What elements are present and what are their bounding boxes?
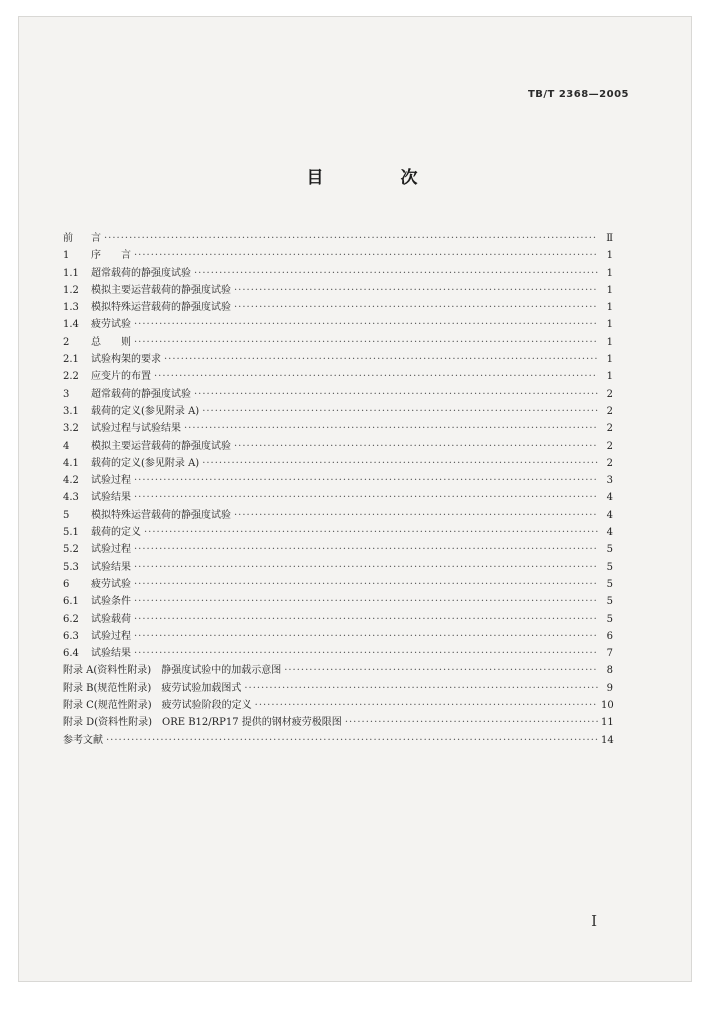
toc-entry[interactable] [63, 265, 613, 282]
toc-entry-number: 4.1 [63, 457, 79, 469]
toc-leader-dots [234, 507, 598, 524]
toc-entry[interactable] [63, 593, 613, 610]
toc-entry-title: 疲劳试验 [91, 578, 131, 590]
toc-entry-page: 5 [606, 596, 613, 608]
toc-leader-dots [134, 247, 598, 264]
toc-entry-number: 5.1 [63, 527, 79, 539]
toc-leader-dots [134, 334, 598, 351]
toc-entry-page: 5 [606, 544, 613, 556]
toc-entry-page: 4 [606, 509, 613, 521]
toc-entry[interactable] [63, 628, 613, 645]
toc-leader-dots [134, 576, 598, 593]
toc-entry-number: 5.2 [63, 544, 79, 556]
toc-entry-title: 试验过程 [91, 630, 131, 642]
toc-entry-page: 1 [606, 371, 613, 383]
page-number: I [591, 912, 597, 930]
toc-entry[interactable] [63, 334, 613, 351]
toc-leader-dots [134, 489, 598, 506]
toc-entry-page: 1 [606, 354, 613, 366]
toc-entry-number: 4.2 [63, 475, 79, 487]
toc-entry[interactable] [63, 559, 613, 576]
toc-entry-page: 3 [606, 475, 613, 487]
toc-entry-page: 2 [606, 440, 613, 452]
toc-entry-title: 超常载荷的静强度试验 [91, 267, 191, 279]
toc-entry[interactable] [63, 680, 613, 697]
toc-entry-page: 2 [606, 388, 613, 400]
toc-entry-number: 1.4 [63, 319, 79, 331]
toc-entry[interactable] [63, 420, 613, 437]
toc-entry-title: 附录 C(规范性附录) 疲劳试验阶段的定义 [63, 700, 252, 712]
toc-entry[interactable] [63, 732, 613, 749]
toc-leader-dots [234, 438, 598, 455]
toc-leader-dots [244, 680, 598, 697]
toc-entry-page: 8 [606, 665, 613, 677]
toc-entry-number: 2 [63, 336, 70, 348]
toc-entry-number: 5.3 [63, 561, 79, 573]
toc-leader-dots [184, 420, 598, 437]
toc-entry-title: 试验结果 [91, 492, 131, 504]
toc-entry[interactable] [63, 507, 613, 524]
toc-leader-dots [134, 628, 598, 645]
toc-leader-dots [164, 351, 598, 368]
toc-leader-dots [284, 662, 598, 679]
toc-entry-number: 3.1 [63, 405, 79, 417]
toc-entry[interactable] [63, 455, 613, 472]
toc-leader-dots [134, 559, 598, 576]
toc-entry-title: 超常载荷的静强度试验 [91, 388, 191, 400]
toc-entry[interactable] [63, 611, 613, 628]
toc-entry-page: 2 [606, 457, 613, 469]
toc-entry-page: 11 [601, 717, 614, 729]
toc-entry-number: 1.1 [63, 267, 79, 279]
toc-entry-title: 应变片的布置 [91, 371, 151, 383]
toc-entry[interactable] [63, 524, 613, 541]
toc-entry-page: 14 [601, 734, 614, 746]
toc-entry-number: 1.2 [63, 284, 79, 296]
toc-entry-number: 3.2 [63, 423, 79, 435]
toc-leader-dots [154, 368, 598, 385]
toc-entry-page: Ⅱ [606, 233, 613, 244]
toc-entry-number: 1 [63, 250, 70, 262]
toc-entry-page: 1 [606, 284, 613, 296]
toc-leader-dots [234, 282, 598, 299]
toc-entry-title: 附录 B(规范性附录) 疲劳试验加载图式 [63, 682, 242, 694]
toc-entry-title: 模拟主要运营载荷的静强度试验 [91, 284, 231, 296]
toc-entry-title: 试验结果 [91, 648, 131, 660]
toc-entry-number: 1.3 [63, 302, 79, 314]
toc-entry[interactable] [63, 403, 613, 420]
toc-entry[interactable] [63, 697, 613, 714]
toc-entry-number: 6 [63, 578, 70, 590]
toc-entry-number: 6.2 [63, 613, 79, 625]
toc-entry-title: 载荷的定义 [91, 527, 141, 539]
toc-entry[interactable] [63, 645, 613, 662]
toc-entry[interactable] [63, 541, 613, 558]
toc-entry-page: 7 [606, 648, 613, 660]
toc-entry-number: 前 [63, 233, 73, 244]
toc-entry-page: 1 [606, 336, 613, 348]
toc-entry-number: 4 [63, 440, 70, 452]
toc-entry-page: 1 [606, 302, 613, 314]
toc-entry[interactable] [63, 282, 613, 299]
toc-entry-number: 2.2 [63, 371, 79, 383]
toc-entry-page: 4 [606, 527, 613, 539]
toc-entry-title: 载荷的定义(参见附录 A) [91, 457, 200, 469]
toc-entry-title: 试验结果 [91, 561, 131, 573]
toc-entry[interactable] [63, 489, 613, 506]
toc-entry-title: 试验过程 [91, 475, 131, 487]
toc-leader-dots [134, 593, 598, 610]
toc-leader-dots [134, 645, 598, 662]
standard-code: TB/T 2368—2005 [527, 89, 629, 100]
toc-entry-number: 6.3 [63, 630, 79, 642]
table-of-contents [63, 230, 613, 749]
toc-entry-number: 6.4 [63, 648, 79, 660]
toc-entry-page: 5 [606, 613, 613, 625]
toc-entry-title: 试验条件 [91, 596, 131, 608]
toc-entry-title: 模拟主要运营载荷的静强度试验 [91, 440, 231, 452]
toc-entry-number: 5 [63, 509, 70, 521]
toc-entry-page: 1 [606, 267, 613, 279]
toc-entry-number: 6.1 [63, 596, 79, 608]
toc-entry-title: 试验过程与试验结果 [91, 423, 181, 435]
toc-entry[interactable] [63, 576, 613, 593]
toc-entry-title: 试验载荷 [91, 613, 131, 625]
toc-entry-page: 9 [606, 682, 613, 694]
toc-entry[interactable] [63, 230, 613, 247]
toc-entry-title: 参考文献 [63, 734, 103, 746]
toc-entry[interactable] [63, 472, 613, 489]
toc-entry-number: 2.1 [63, 354, 79, 366]
toc-entry[interactable] [63, 351, 613, 368]
toc-entry[interactable] [63, 386, 613, 403]
toc-entry[interactable] [63, 438, 613, 455]
toc-entry-title: 模拟特殊运营载荷的静强度试验 [91, 509, 231, 521]
toc-leader-dots [255, 697, 598, 714]
toc-entry-page: 1 [606, 319, 613, 331]
toc-entry-title: 模拟特殊运营载荷的静强度试验 [91, 302, 231, 314]
toc-leader-dots [234, 299, 598, 316]
toc-entry-title: 总 则 [91, 336, 131, 348]
toc-entry-title: 试验过程 [91, 544, 131, 556]
toc-entry-page: 2 [606, 423, 613, 435]
toc-entry-number: 4.3 [63, 492, 79, 504]
toc-leader-dots [194, 265, 598, 282]
toc-entry-page: 5 [606, 578, 613, 590]
toc-leader-dots [194, 386, 598, 403]
toc-entry[interactable] [63, 316, 613, 333]
toc-entry-page: 5 [606, 561, 613, 573]
toc-leader-dots [345, 714, 598, 731]
toc-leader-dots [134, 541, 598, 558]
toc-title: 目 次 [306, 168, 448, 188]
toc-entry-title: 言 [91, 233, 101, 244]
toc-entry-page: 6 [606, 630, 613, 642]
toc-entry[interactable] [63, 299, 613, 316]
toc-leader-dots [134, 611, 598, 628]
toc-entry-page: 2 [606, 405, 613, 417]
toc-entry[interactable] [63, 662, 613, 679]
toc-entry-title: 疲劳试验 [91, 319, 131, 331]
toc-entry-title: 载荷的定义(参见附录 A) [91, 405, 200, 417]
toc-entry[interactable] [63, 714, 613, 731]
toc-entry-title: 附录 A(资料性附录) 静强度试验中的加载示意图 [63, 665, 282, 677]
toc-entry-page: 1 [606, 250, 613, 262]
toc-entry-number: 3 [63, 388, 70, 400]
toc-leader-dots [202, 455, 598, 472]
toc-entry-title: 序 言 [91, 250, 131, 262]
toc-entry-page: 4 [606, 492, 613, 504]
toc-leader-dots [134, 316, 598, 333]
toc-entry-page: 10 [601, 700, 614, 712]
toc-leader-dots [202, 403, 598, 420]
toc-entry[interactable] [63, 247, 613, 264]
toc-leader-dots [106, 732, 598, 749]
toc-entry[interactable] [63, 368, 613, 385]
toc-leader-dots [144, 524, 598, 541]
toc-leader-dots [104, 230, 598, 247]
toc-leader-dots [134, 472, 598, 489]
toc-entry-title: 附录 D(资料性附录) ORE B12/RP17 提供的钢材疲劳极限图 [63, 717, 342, 729]
toc-entry-title: 试验构架的要求 [91, 354, 161, 366]
